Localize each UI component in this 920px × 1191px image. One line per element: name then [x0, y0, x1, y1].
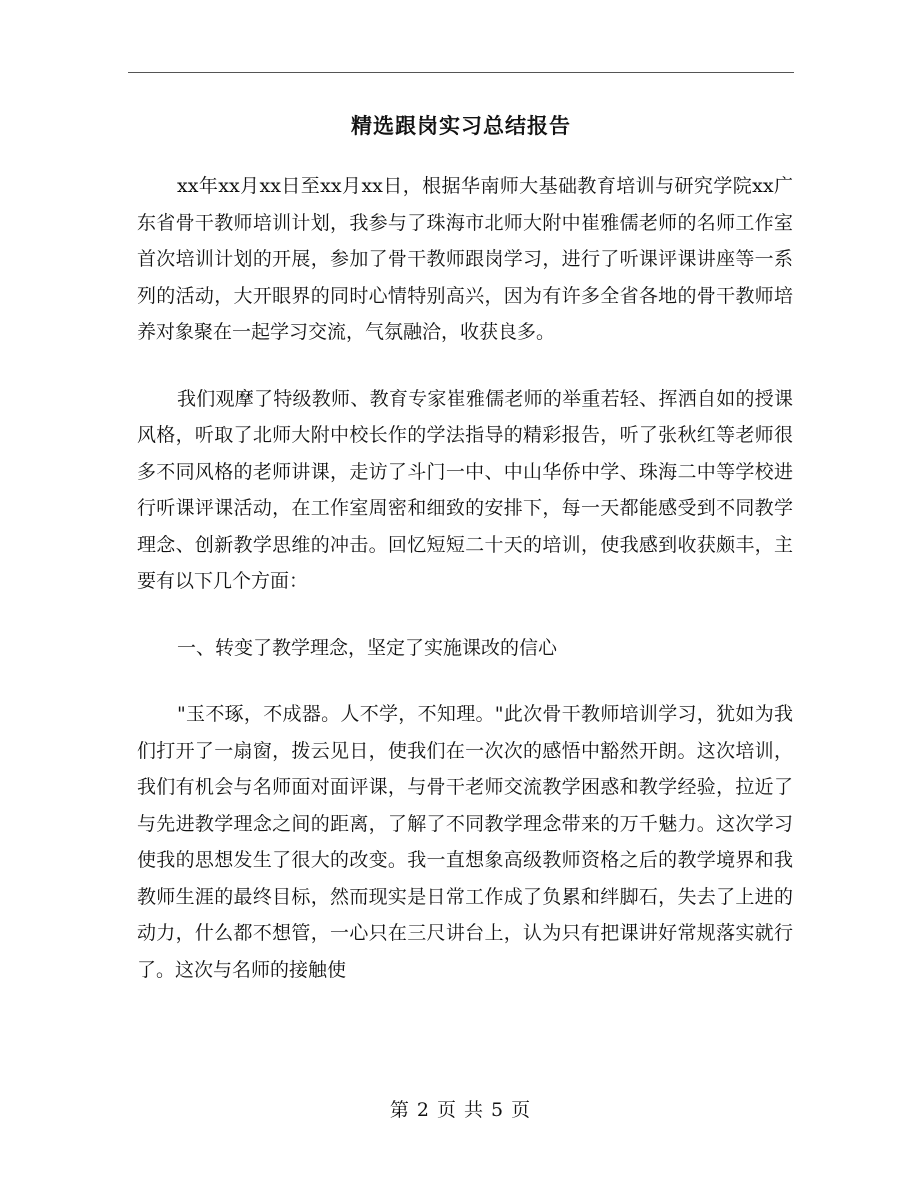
footer-page-prefix: 第: [389, 1099, 409, 1121]
document-body: [137, 168, 793, 1018]
header-rule: [128, 72, 794, 73]
paragraph-intro: xx年xx月xx日至xx月xx日，根据华南师大基础教育培训与研究学院xx广东省骨干教师培训计划，我参与了珠海市北师大附中崔雅儒老师的名师工作室首次培训计划的开展，参加了骨干教师跟岗学习，进行了听课评课讲座等一系列的活动，大开眼界的同时心情特别高兴，因为有许多全省各地的骨干教师培养对象聚在一起学习交流，气氛融洽，收获良多。: [137, 175, 793, 343]
footer-total-unit: 页: [511, 1099, 531, 1121]
document-title: 精选跟岗实习总结报告: [351, 113, 571, 138]
footer-current-page: 2: [416, 1099, 429, 1121]
footer-total-prefix: 共: [464, 1099, 484, 1121]
footer-total-pages: 5: [491, 1099, 504, 1121]
footer-page-unit: 页: [436, 1099, 456, 1121]
page-footer: [0, 1095, 920, 1125]
paragraph-section-1: "玉不琢，不成器。人不学，不知理。"此次骨干教师培训学习，犹如为我们打开了一扇窗，拨云见日，使我们在一次次的感悟中豁然开朗。这次培训，我们有机会与名师面对面评课，与骨干老师交流教学困惑和教学经验，拉近了与先进教学理念之间的距离，了解了不同教学理念带来的万千魅力。这次学习使我的思想发生了很大的改变。我一直想象高级教师资格之后的教学境界和我教师生涯的最终目标，然而现实是日常工作成了负累和绊脚石，失去了上进的动力，什么都不想管，一心只在三尺讲台上，认为只有把课讲好常规落实就行了。这次与名师的接触使: [137, 703, 793, 981]
section-heading-1: 一、转变了教学理念，坚定了实施课改的信心: [177, 636, 558, 659]
paragraph-observation: 我们观摩了特级教师、教育专家崔雅儒老师的举重若轻、挥洒自如的授课风格，听取了北师大附中校长作的学法指导的精彩报告，听了张秋红等老师很多不同风格的老师讲课，走访了斗门一中、中山华侨中学、珠海二中等学校进行听课评课活动，在工作室周密和细致的安排下，每一天都能感受到不同教学理念、创新教学思维的冲击。回忆短短二十天的培训，使我感到收获颇丰，主要有以下几个方面：: [137, 387, 793, 592]
